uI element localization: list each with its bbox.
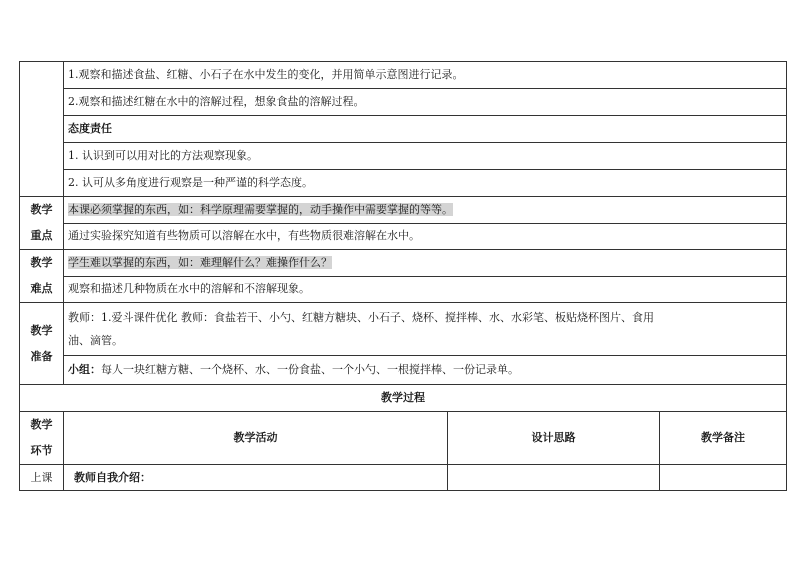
col-stage-header-bottom: 环节: [30, 444, 53, 457]
row1-design: [448, 465, 660, 491]
objective-line-4: 2. 认可从多角度进行观察是一种严谨的科学态度。: [64, 170, 787, 197]
preparation-label-bottom: 准备: [30, 349, 53, 363]
objective-line-1: 1.观察和描述食盐、红糖、小石子在水中发生的变化，并用简单示意图进行记录。: [64, 62, 787, 89]
difficult-points-template: [64, 250, 787, 277]
row1-stage: 上课: [20, 465, 64, 491]
col-stage-header: [20, 412, 64, 465]
key-points-content: 通过实验探究知道有些物质可以溶解在水中，有些物质很难溶解在水中。: [64, 223, 787, 250]
objectives-label-cell: [20, 62, 64, 197]
key-points-label: [20, 197, 64, 250]
preparation-group-text: 每人一块红糖方糖、一个烧杯、水、一份食盐、一个小勺、一根搅拌棒、一份记录单。: [101, 363, 519, 376]
preparation-label-top: 教学: [30, 323, 53, 337]
key-points-label-bottom: 重点: [30, 229, 53, 242]
difficult-points-template-text: 学生难以掌握的东西，如：难理解什么？难操作什么？: [68, 255, 332, 269]
difficult-points-content: 观察和描述几种物质在水中的溶解和不溶解现象。: [64, 276, 787, 303]
preparation-teacher: [64, 303, 787, 356]
key-points-template-text: 本课必须掌握的东西，如：科学原理需要掌握的，动手操作中需要掌握的等等。: [68, 202, 453, 216]
difficult-points-label-bottom: 难点: [30, 282, 53, 295]
objective-line-2: 2.观察和描述红糖在水中的溶解过程，想象食盐的溶解过程。: [64, 89, 787, 116]
key-points-template: [64, 197, 787, 224]
row1-notes: [660, 465, 787, 491]
row1-activity: 教师自我介绍：: [64, 465, 448, 491]
col-design-header: 设计思路: [448, 412, 660, 465]
process-title: 教学过程: [20, 385, 787, 412]
difficult-points-label: [20, 250, 64, 303]
objective-line-3: 1. 认识到可以用对比的方法观察现象。: [64, 143, 787, 170]
preparation-teacher-line-2: 油、滴管。: [68, 334, 123, 347]
preparation-group: [64, 356, 787, 385]
difficult-points-label-top: 教学: [30, 256, 53, 269]
col-activity-header: 教学活动: [64, 412, 448, 465]
col-notes-header: 教学备注: [660, 412, 787, 465]
attitude-heading: 态度责任: [64, 116, 787, 143]
key-points-label-top: 教学: [30, 203, 53, 216]
preparation-group-label: 小组：: [68, 363, 101, 376]
preparation-teacher-line-1: 教师：1.爱斗课件优化 教师：食盐若干、小勺、红糖方糖块、小石子、烧杯、搅拌棒、水、水彩笔、板贴烧杯图片、食用: [68, 311, 654, 324]
lesson-plan-table: [19, 61, 787, 491]
col-stage-header-top: 教学: [30, 418, 53, 431]
preparation-label: [20, 303, 64, 385]
